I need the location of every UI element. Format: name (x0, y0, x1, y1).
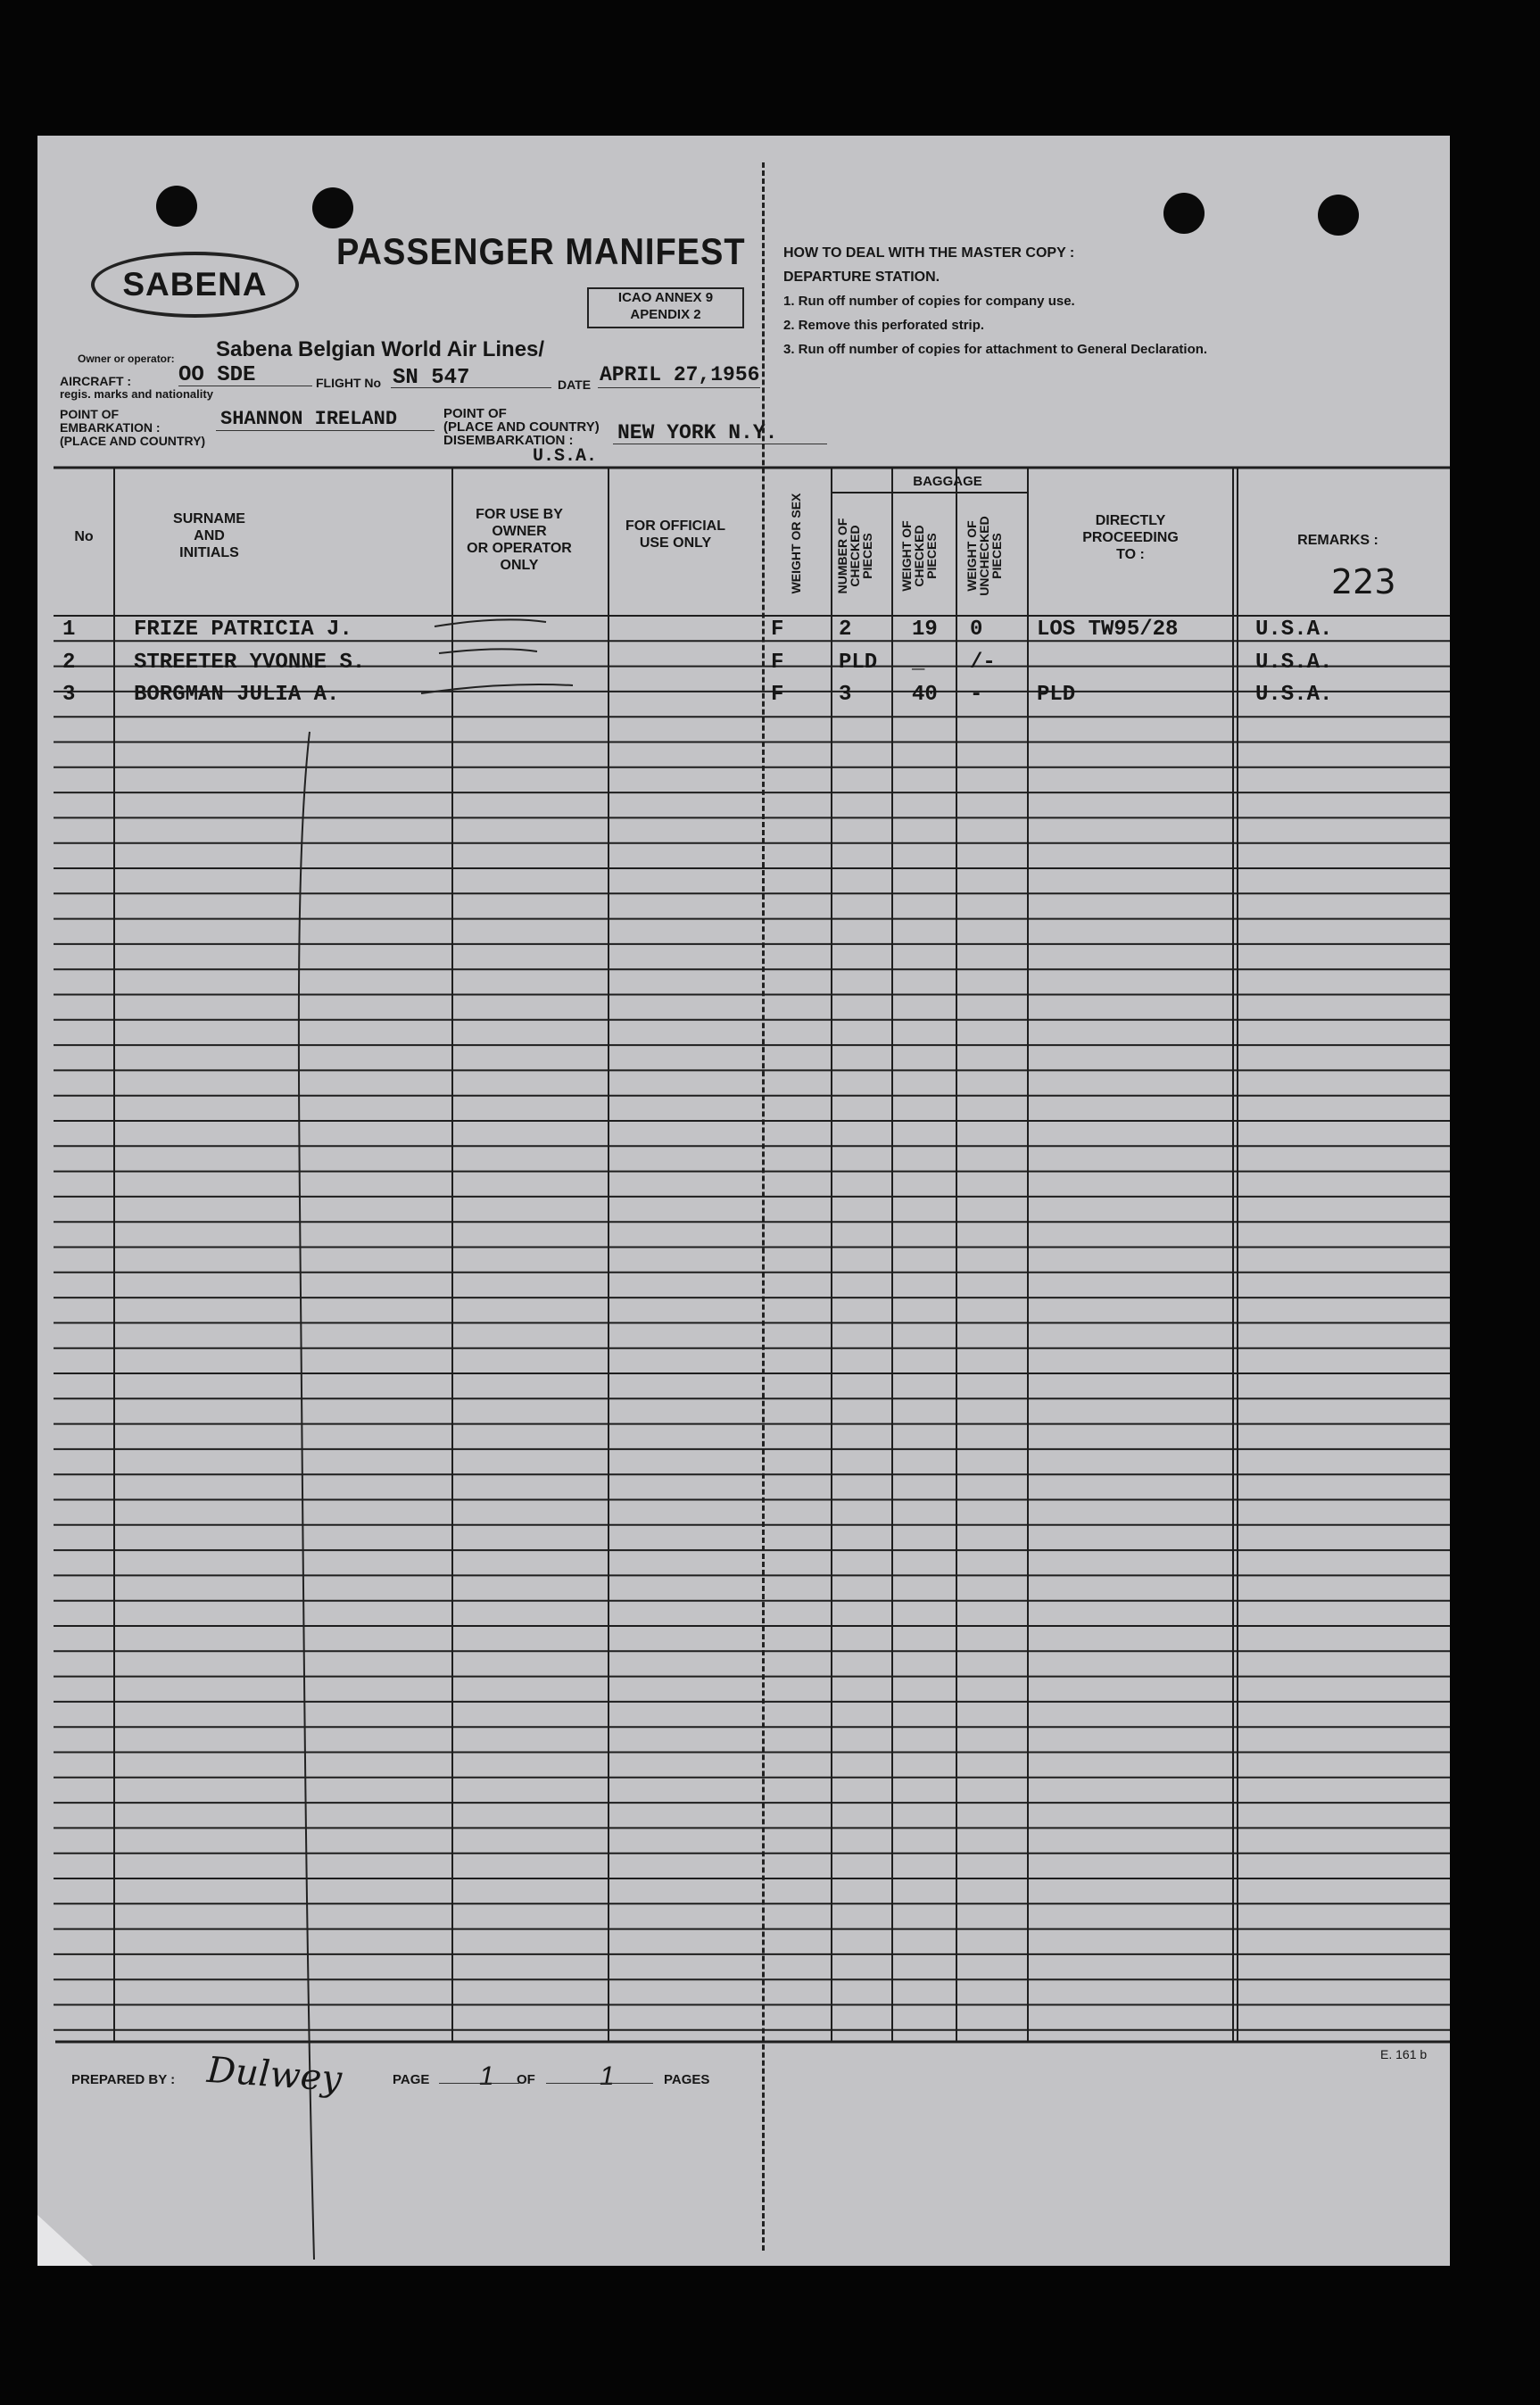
folded-corner (37, 2215, 93, 2266)
disembark-value: NEW YORK N.Y. (617, 421, 778, 444)
pen-marks (37, 136, 1450, 2266)
row-no: 1 (62, 618, 76, 642)
row-checked-pieces: PLD (839, 650, 878, 675)
row-unchecked-weight: /- (970, 650, 996, 675)
page-label: PAGE (393, 2072, 430, 2087)
disembark-country: U.S.A. (533, 446, 598, 467)
instructions: HOW TO DEAL WITH THE MASTER COPY : DEPARTURE STATION. 1. Run off number of copies for company use. 2. Remove this perforated strip. 3. Run off number of copies for attachment to General Declaration. (783, 245, 1208, 357)
embark-label: POINT OF (60, 407, 120, 421)
row-destination: PLD (1037, 683, 1076, 707)
date-value: APRIL 27,1956 (600, 363, 760, 386)
row-name: FRIZE PATRICIA J. (134, 618, 352, 642)
row-destination: LOS TW95/28 (1037, 618, 1179, 642)
row-no: 2 (62, 650, 76, 675)
prepared-label: PREPARED BY : (71, 2072, 176, 2087)
owner-value: Sabena Belgian World Air Lines/ (216, 337, 545, 361)
row-sex: F (771, 650, 784, 675)
row-unchecked-weight: 0 (970, 618, 983, 642)
signature: Dulwey (205, 2049, 344, 2101)
remarks-number: 223 (1331, 562, 1396, 601)
col-surname: SURNAME AND INITIALS (173, 511, 245, 560)
pages-label: PAGES (664, 2072, 710, 2087)
col-checked-weight: WEIGHT OF CHECKED PIECES (899, 520, 939, 592)
col-directly: DIRECTLY PROCEEDING TO : (1082, 513, 1179, 562)
row-sex: F (771, 618, 784, 642)
date-label: DATE (558, 377, 592, 392)
icao-box: ICAO ANNEX 9 APENDIX 2 (587, 287, 744, 328)
aircraft-label: AIRCRAFT : (60, 374, 132, 388)
row-name: STREETER YVONNE S. (134, 650, 366, 675)
manifest-sheet: SABENA PASSENGER MANIFEST ICAO ANNEX 9 APENDIX 2 Owner or operator: Sabena Belgian World Air Lines/ AIRCRAFT : regis. marks and nationality OO SDE FLIGHT No SN 547 DATE APRIL 27,1956 POINT OF EMBARKATION : (PLACE AND COUNTRY) SHANNON IRELAND POINT OF (PLACE AND COUNTRY) DISEMBARKATION : NEW YORK N.Y. U.S.A. HOW TO DEAL WITH THE MASTER COPY : DEPARTURE STATION. 1. Run off number of copies for company use. 2. Remove this perforated strip. 3. Run off number of copies for attachment to General Declaration. No SURNAME AND INITIALS FOR USE BY OWNER OR OPERATOR ONLY FOR OFFICIAL USE ONLY WEIGHT OR SEX BAGGAGE NUMBER OF CHECKED PIECES WEIGHT OF CHECKED PIECES WEIGHT OF UNCHECKED PIECES DIRECTLY PROCEEDING TO : REMARKS : 223 1 FRIZE PATRICIA J. F 2 19 0 LOS TW95/28 U.S.A. 2 STREETER YVONNE S. F PLD _ /- U.S.A. 3 BORGMAN JULIA A. F 3 40 - PLD U.S.A. PREPARED BY : Dulwey PAGE 1 OF 1 PAGES E. 161 b (37, 136, 1450, 2266)
row-remarks: U.S.A. (1255, 683, 1333, 707)
disembark-label: POINT OF (443, 406, 507, 421)
embark-value: SHANNON IRELAND (220, 408, 398, 430)
of-value: 1 (600, 2061, 615, 2091)
row-checked-weight: 40 (912, 683, 938, 707)
col-no: No (74, 529, 94, 544)
flight-label: FLIGHT No (316, 376, 382, 390)
row-checked-weight: 19 (912, 618, 938, 642)
aircraft-value: OO SDE (178, 363, 256, 387)
row-unchecked-weight: - (970, 683, 983, 707)
row-name: BORGMAN JULIA A. (134, 683, 340, 707)
of-label: OF (517, 2072, 535, 2087)
col-unchecked-weight: WEIGHT OF UNCHECKED PIECES (965, 516, 1004, 596)
row-remarks: U.S.A. (1255, 618, 1333, 642)
col-baggage: BAGGAGE (913, 474, 982, 489)
col-remarks: REMARKS : (1297, 533, 1379, 548)
form-code: E. 161 b (1380, 2047, 1428, 2061)
col-official-use: FOR OFFICIAL USE ONLY (625, 518, 725, 551)
col-checked-pieces: NUMBER OF CHECKED PIECES (835, 518, 874, 594)
col-weight-sex: WEIGHT OR SEX (789, 493, 803, 594)
row-checked-weight: _ (912, 650, 925, 675)
row-checked-pieces: 2 (839, 618, 852, 642)
row-sex: F (771, 683, 784, 707)
col-owner-use: FOR USE BY OWNER OR OPERATOR ONLY (467, 507, 572, 573)
row-checked-pieces: 3 (839, 683, 852, 707)
page-title: PASSENGER MANIFEST (336, 231, 746, 274)
sabena-logo: SABENA (91, 252, 299, 318)
page-value: 1 (479, 2061, 494, 2091)
row-remarks: U.S.A. (1255, 650, 1333, 675)
aircraft-sublabel: regis. marks and nationality (60, 387, 213, 401)
owner-label: Owner or operator: (78, 352, 175, 365)
row-no: 3 (62, 683, 76, 707)
flight-value: SN 547 (393, 366, 470, 390)
